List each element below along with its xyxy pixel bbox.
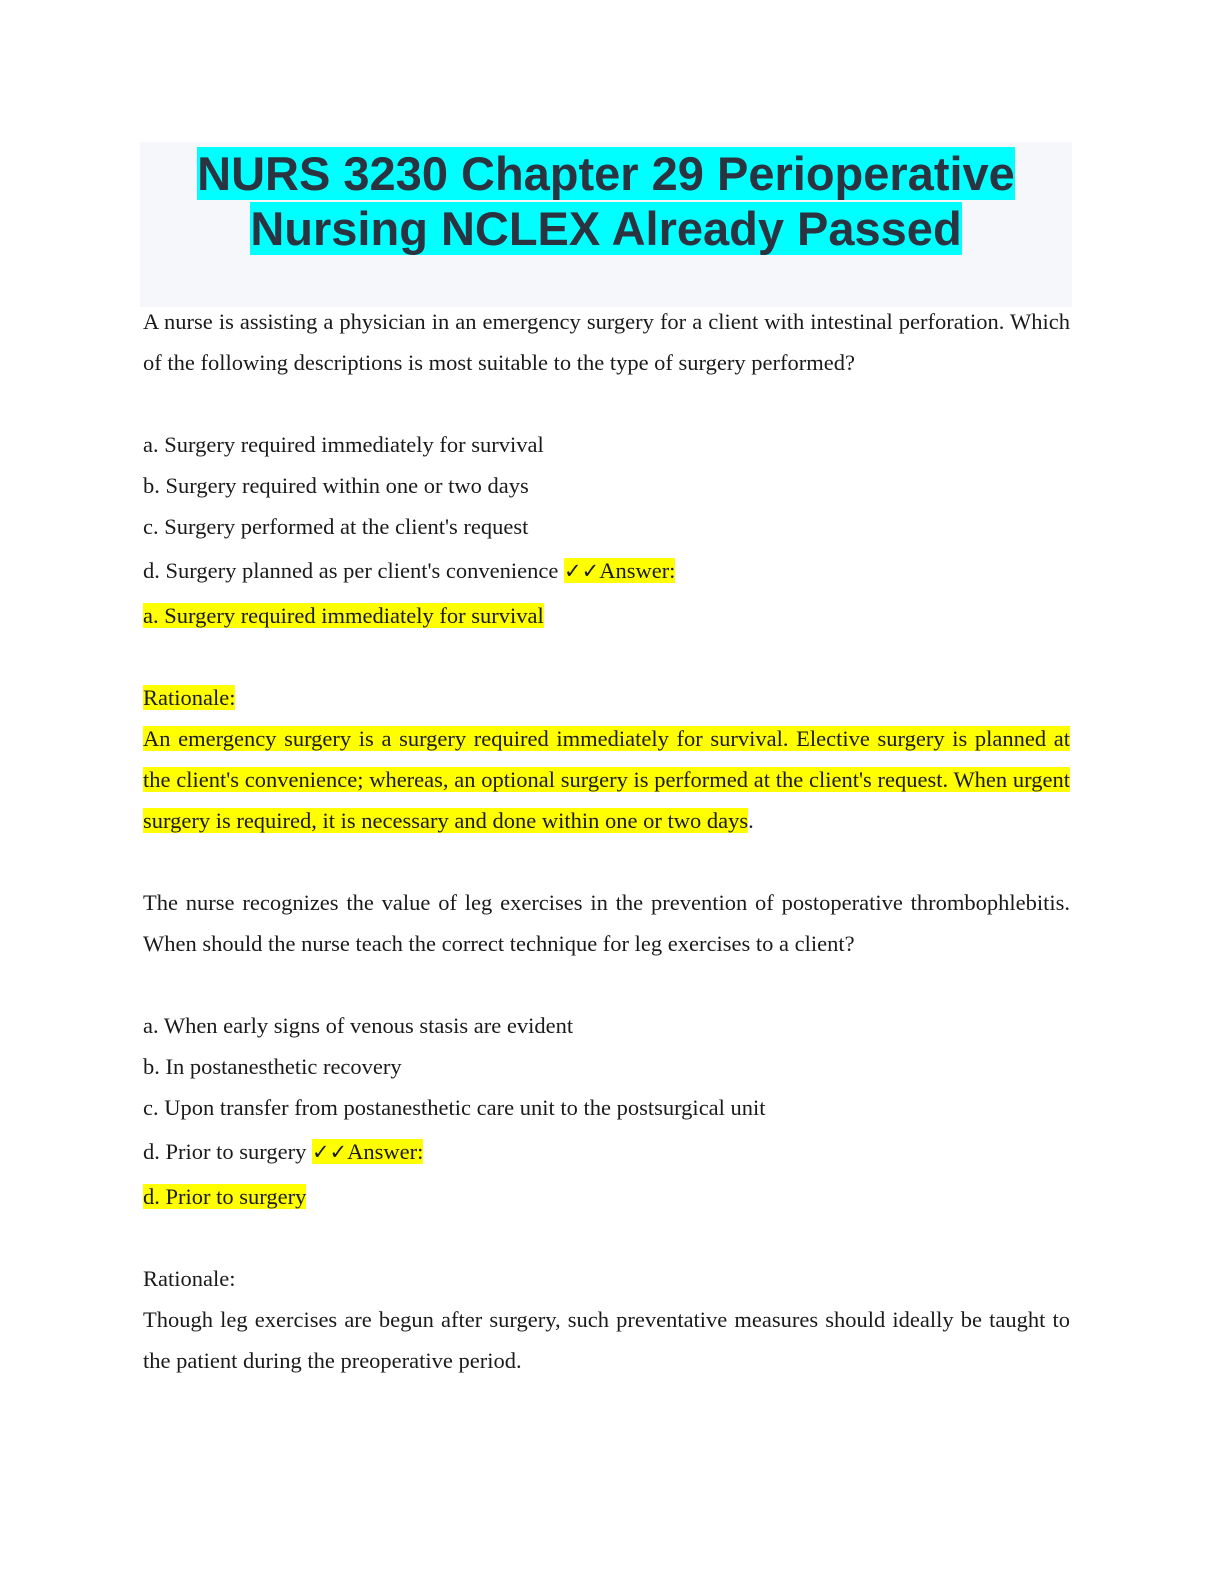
page-title — [140, 142, 1072, 256]
question-2-stem: The nurse recognizes the value of leg exercises in the prevention of postoperative thrombophlebitis. When should the nurse teach the correct technique for leg exercises to a client? — [143, 890, 1070, 956]
document-content — [143, 301, 1070, 1381]
question-1-answer-label: Answer: — [599, 558, 676, 583]
check-marks-icon: ✓✓ — [564, 559, 600, 583]
question-2-option-b: b. In postanesthetic recovery — [143, 1054, 402, 1079]
question-1-option-d: d. Surgery planned as per client's convenience — [143, 558, 559, 583]
question-2-option-a: a. When early signs of venous stasis are evident — [143, 1013, 574, 1038]
question-2-rationale: Though leg exercises are begun after surgery, such preventative measures should ideally be taught to the patient during the preoperative period. — [143, 1307, 1070, 1373]
question-2-answer-label: Answer: — [347, 1139, 424, 1164]
question-1-rationale-label: Rationale: — [143, 685, 236, 710]
question-2-answer: d. Prior to surgery — [143, 1184, 307, 1209]
question-1-answer-line — [143, 595, 1070, 636]
question-2-option-d: d. Prior to surgery — [143, 1139, 307, 1164]
question-1-stem: A nurse is assisting a physician in an emergency surgery for a client with intestinal perforation. Which of the following descriptions is most suitable to the type of surgery performed? — [143, 309, 1070, 375]
question-2-rationale-label: Rationale: — [143, 1266, 236, 1291]
title-line-1: NURS 3230 Chapter 29 Perioperative — [197, 147, 1015, 200]
question-1-option-b: b. Surgery required within one or two days — [143, 473, 529, 498]
question-1-option-a: a. Surgery required immediately for survival — [143, 432, 544, 457]
question-2-answer-marker — [312, 1139, 423, 1164]
question-2-answer-line — [143, 1176, 1070, 1217]
question-1-answer: a. Surgery required immediately for survival — [143, 603, 544, 628]
question-1-option-c: c. Surgery performed at the client's request — [143, 514, 529, 539]
question-1-rationale-paragraph — [143, 718, 1070, 841]
question-1-rationale-label-line — [143, 677, 1070, 718]
title-box — [140, 142, 1072, 307]
check-marks-icon: ✓✓ — [311, 1140, 348, 1164]
question-1-rationale-end: . — [748, 808, 754, 833]
question-1-option-d-line — [143, 547, 1070, 595]
question-2-option-d-line — [143, 1128, 1070, 1176]
question-1-answer-marker — [564, 558, 675, 583]
question-1-rationale: An emergency surgery is a surgery required immediately for survival. Elective surgery is planned at the client's convenience; whereas, an optional surgery is performed at the client's request. When urgent surgery is required, it is necessary and done within one or two days — [143, 726, 1070, 833]
question-2-option-c: c. Upon transfer from postanesthetic care unit to the postsurgical unit — [143, 1095, 766, 1120]
title-line-2: Nursing NCLEX Already Passed — [250, 202, 962, 255]
